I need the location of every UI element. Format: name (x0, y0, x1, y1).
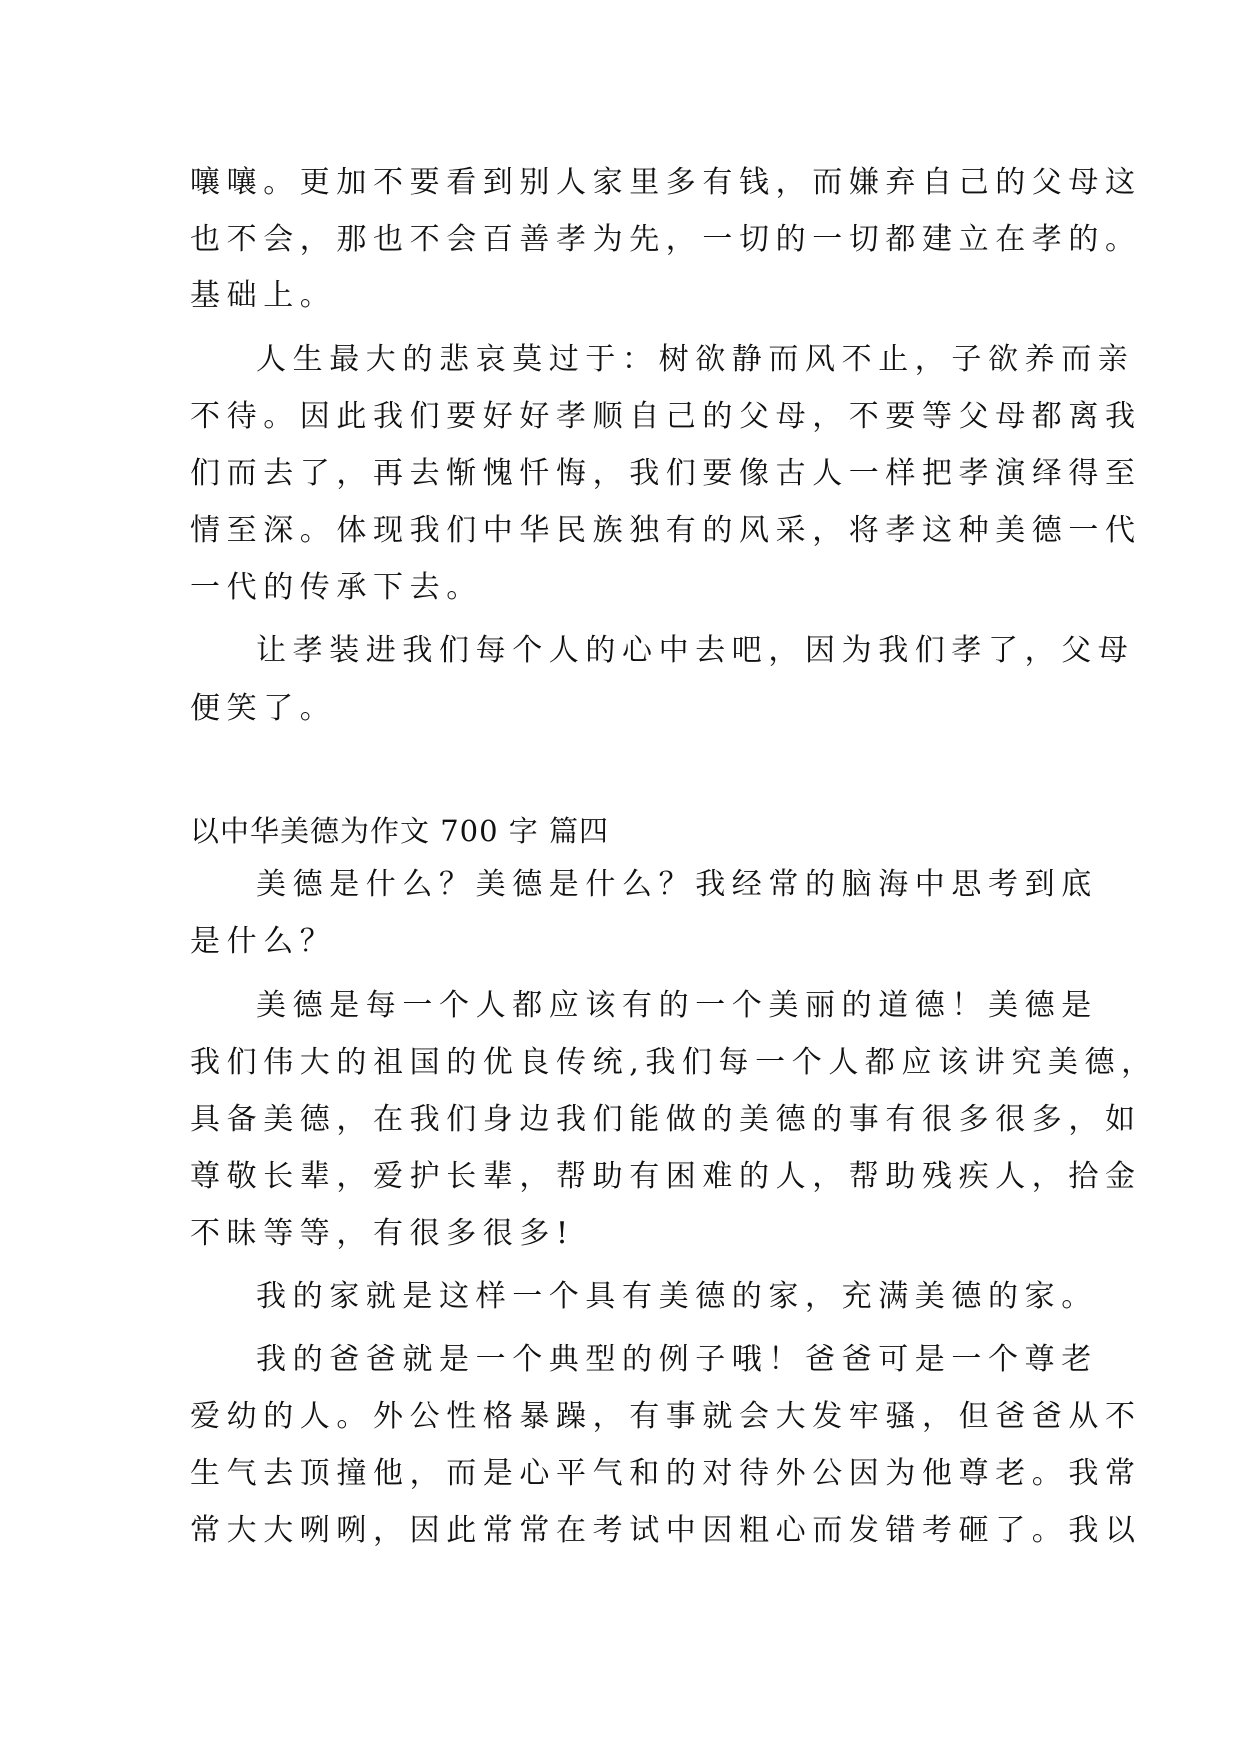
paragraph-line: 是什么？ (190, 924, 337, 959)
paragraph-line: 我的爸爸就是一个典型的例子哦！爸爸可是一个尊老 (256, 1342, 1098, 1377)
paragraph-line: 情至深。体现我们中华民族独有的风采，将孝这种美德一代 (190, 513, 1142, 548)
paragraph-line: 尊敬长辈，爱护长辈，帮助有困难的人，帮助残疾人，拾金 (190, 1159, 1142, 1194)
paragraph-line: 爱幼的人。外公性格暴躁，有事就会大发牢骚，但爸爸从不 (190, 1399, 1142, 1434)
paragraph-line: 不待。因此我们要好好孝顺自己的父母，不要等父母都离我 (190, 399, 1142, 434)
paragraph-line: 常大大咧咧，因此常常在考试中因粗心而发错考砸了。我以 (190, 1513, 1142, 1548)
paragraph-line: 人生最大的悲哀莫过于：树欲静而风不止，子欲养而亲 (256, 342, 1135, 377)
paragraph-line: 不昧等等，有很多很多! (190, 1216, 575, 1251)
paragraph-line: 嚷嚷。更加不要看到别人家里多有钱，而嫌弃自己的父母这 (190, 165, 1142, 200)
paragraph-line: 便笑了。 (190, 691, 337, 726)
paragraph-line: 们而去了，再去惭愧忏悔，我们要像古人一样把孝演绎得至 (190, 456, 1142, 491)
section-heading: 以中华美德为作文 700 字 篇四 (190, 814, 610, 848)
paragraph-line: 一代的传承下去。 (190, 570, 483, 605)
paragraph-line: 基础上。 (190, 278, 337, 313)
paragraph-line: 具备美德，在我们身边我们能做的美德的事有很多很多，如 (190, 1102, 1142, 1137)
paragraph-line: 我的家就是这样一个具有美德的家，充满美德的家。 (256, 1279, 1098, 1314)
paragraph-line: 我们伟大的祖国的优良传统,我们每一个人都应该讲究美德， (190, 1045, 1158, 1080)
paragraph-line: 也不会，那也不会百善孝为先，一切的一切都建立在孝的。 (190, 222, 1142, 257)
paragraph-line: 美德是每一个人都应该有的一个美丽的道德！美德是 (256, 988, 1098, 1023)
paragraph-line: 让孝装进我们每个人的心中去吧，因为我们孝了，父母 (256, 633, 1135, 668)
paragraph-line: 生气去顶撞他，而是心平气和的对待外公因为他尊老。我常 (190, 1456, 1142, 1491)
paragraph-line: 美德是什么？美德是什么？我经常的脑海中思考到底 (256, 867, 1098, 902)
